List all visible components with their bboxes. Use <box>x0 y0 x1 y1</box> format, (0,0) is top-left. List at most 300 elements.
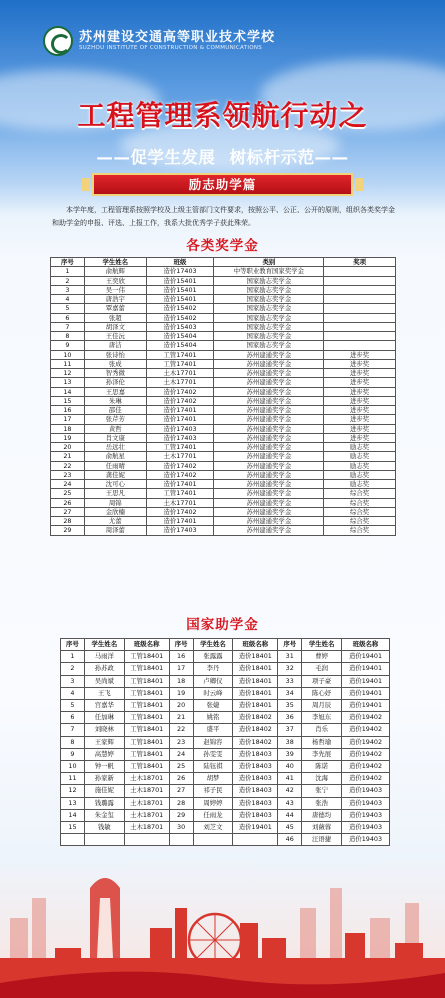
table-cell: 3 <box>61 675 85 687</box>
table-cell: 8 <box>51 332 85 341</box>
subtitle-left: ——促学生发展 <box>96 148 216 167</box>
table-cell: 造价18402 <box>233 724 278 736</box>
table-cell: 45 <box>278 822 302 834</box>
table-cell: 造价15402 <box>146 304 214 313</box>
table-cell: 王思凡 <box>84 489 146 498</box>
table-cell: 33 <box>278 675 302 687</box>
table-row <box>51 406 396 415</box>
table-cell: 曹婷 <box>302 651 342 663</box>
table-cell: 32 <box>278 663 302 675</box>
table-cell: 周泽蕾 <box>84 526 146 535</box>
table-row <box>51 359 396 368</box>
column-header: 学生姓名 <box>302 639 342 651</box>
table-cell: 王飞 <box>84 687 124 699</box>
table-cell: 土木17701 <box>146 369 214 378</box>
school-emblem-icon <box>43 26 73 56</box>
table-cell: 胡梦 <box>193 773 233 785</box>
table-cell: 国家励志奖学金 <box>214 276 324 285</box>
table-cell: 进步奖 <box>324 433 396 442</box>
table-cell <box>324 341 396 350</box>
table-row <box>51 322 396 331</box>
table-row <box>51 369 396 378</box>
table-cell: 孙泽伦 <box>84 378 146 387</box>
table-row <box>51 433 396 442</box>
table-cell: 22 <box>51 461 85 470</box>
table-cell: 苏州建通奖学金 <box>214 489 324 498</box>
table-cell: 造价17401 <box>146 480 214 489</box>
table-cell: 刘晓林 <box>84 724 124 736</box>
table-cell: 造价17401 <box>146 415 214 424</box>
page-subtitle <box>0 144 445 168</box>
table-cell: 孙苏政 <box>84 663 124 675</box>
subtitle-right: 树标杆示范—— <box>229 148 349 167</box>
table-row <box>61 724 390 736</box>
table-cell: 沈海 <box>302 773 342 785</box>
table-cell: 工管18401 <box>124 663 169 675</box>
table-cell: 44 <box>278 809 302 821</box>
table-cell: 孙家新 <box>84 773 124 785</box>
table-row <box>51 443 396 452</box>
table-row <box>51 498 396 507</box>
column-header: 序号 <box>51 258 85 267</box>
table-cell <box>324 304 396 313</box>
table-cell: 苏州建通奖学金 <box>214 433 324 442</box>
table-cell: 29 <box>51 526 85 535</box>
table-cell: 造价17403 <box>146 267 214 276</box>
table-cell: 造价17401 <box>146 517 214 526</box>
table-row <box>51 350 396 359</box>
table-cell: 周月辰 <box>302 700 342 712</box>
table-cell: 张浩 <box>302 797 342 809</box>
table-cell: 张芹芳 <box>84 415 146 424</box>
table-cell: 18 <box>169 675 193 687</box>
table-cell: 造价18403 <box>233 773 278 785</box>
table-cell: 4 <box>61 687 85 699</box>
table-row <box>61 797 390 809</box>
table-cell: 土木18701 <box>124 785 169 797</box>
table-cell: 盛平 <box>193 724 233 736</box>
table-cell: 励志奖 <box>324 461 396 470</box>
table-cell: 唐德均 <box>302 809 342 821</box>
table-cell: 工管18401 <box>124 700 169 712</box>
table-cell: 造价19401 <box>342 651 390 663</box>
table-cell: 刘芝文 <box>193 822 233 834</box>
table-cell: 苏州建通奖学金 <box>214 526 324 535</box>
table-cell: 17 <box>51 415 85 424</box>
table-cell: 覃嘉蕾 <box>84 304 146 313</box>
table-cell: 21 <box>169 712 193 724</box>
table-cell: 造价15403 <box>146 322 214 331</box>
table-cell: 姚铭 <box>193 712 233 724</box>
table-cell: 综合奖 <box>324 489 396 498</box>
table-row <box>51 452 396 461</box>
table-cell: 造价17401 <box>146 406 214 415</box>
table-cell: 苏州建通奖学金 <box>214 396 324 405</box>
table-row <box>61 834 390 846</box>
table-cell: 27 <box>169 785 193 797</box>
table-cell: 4 <box>51 295 85 304</box>
table-cell: 工管17401 <box>146 489 214 498</box>
table-cell: 工管18401 <box>124 748 169 760</box>
table-cell: 工管18401 <box>124 712 169 724</box>
table-row <box>51 313 396 322</box>
table-cell: 造价19403 <box>342 834 390 846</box>
column-header: 类别 <box>214 258 324 267</box>
table-cell: 苏州建通奖学金 <box>214 470 324 479</box>
column-header: 序号 <box>61 639 85 651</box>
table-cell: 造价15404 <box>146 341 214 350</box>
table-cell: 土木17701 <box>146 498 214 507</box>
table-cell: 造价19403 <box>342 785 390 797</box>
grant-table <box>60 638 390 846</box>
table-cell: 施佳妮 <box>84 785 124 797</box>
table-cell: 造价15401 <box>146 295 214 304</box>
table-cell: 土木18701 <box>124 797 169 809</box>
table-cell: 28 <box>51 517 85 526</box>
table-cell: 张宁 <box>302 785 342 797</box>
table-cell: 土木18701 <box>124 822 169 834</box>
table-cell: 25 <box>169 761 193 773</box>
table-cell: 5 <box>61 700 85 712</box>
table-cell: 造价19402 <box>342 712 390 724</box>
table-cell: 项子豪 <box>302 675 342 687</box>
table-cell: 胡泽文 <box>84 322 146 331</box>
table-cell: 时云峰 <box>193 687 233 699</box>
table-cell: 36 <box>278 712 302 724</box>
table-cell: 41 <box>278 773 302 785</box>
table-cell: 34 <box>278 687 302 699</box>
table-cell: 15 <box>51 396 85 405</box>
table-cell: 造价15401 <box>146 276 214 285</box>
table-cell: 进步奖 <box>324 350 396 359</box>
table-cell: 造价18401 <box>233 675 278 687</box>
table-cell: 沈可心 <box>84 480 146 489</box>
table-cell: 陈心妤 <box>302 687 342 699</box>
table-cell: 陈诺 <box>302 761 342 773</box>
table-cell: 造价18401 <box>233 687 278 699</box>
table-cell: 16 <box>51 406 85 415</box>
table-cell: 10 <box>51 350 85 359</box>
table-cell: 造价19401 <box>342 675 390 687</box>
table-cell: 37 <box>278 724 302 736</box>
table-cell: 肖乐 <box>302 724 342 736</box>
table-cell: 造价19401 <box>342 700 390 712</box>
table-cell: 13 <box>51 378 85 387</box>
table-cell: 2 <box>61 663 85 675</box>
table-row <box>51 387 396 396</box>
table-cell: 30 <box>169 822 193 834</box>
table-cell: 17 <box>169 663 193 675</box>
table-cell: 造价17402 <box>146 387 214 396</box>
table-cell: 李丹 <box>193 663 233 675</box>
table-cell: 黄哲 <box>84 424 146 433</box>
table-cell: 造价17402 <box>146 461 214 470</box>
table-cell: 智秀微 <box>84 369 146 378</box>
table-cell <box>324 285 396 294</box>
table-cell: 42 <box>278 785 302 797</box>
table-cell: 励志奖 <box>324 452 396 461</box>
table-cell: 造价19402 <box>342 724 390 736</box>
table-cell: 9 <box>61 748 85 760</box>
school-name-cn: 苏州建设交通高等职业技术学校 <box>79 30 276 45</box>
table-row <box>51 526 396 535</box>
column-header: 序号 <box>278 639 302 651</box>
table-cell: 工管18401 <box>124 724 169 736</box>
table-cell: 苏州建通奖学金 <box>214 369 324 378</box>
table-cell <box>324 295 396 304</box>
column-header: 班级名称 <box>233 639 278 651</box>
table-cell: 王思嘉 <box>84 387 146 396</box>
table-header-row <box>61 639 390 651</box>
table-cell: 祁子民 <box>193 785 233 797</box>
table-cell: 5 <box>51 304 85 313</box>
table-cell: 1 <box>51 267 85 276</box>
table-cell: 马雨洋 <box>84 651 124 663</box>
table-cell: 工管18401 <box>124 687 169 699</box>
table-cell: 土木18701 <box>124 773 169 785</box>
table-cell: 李先展 <box>302 748 342 760</box>
table-cell: 造价18403 <box>233 785 278 797</box>
column-header: 班级名称 <box>124 639 169 651</box>
table-cell: 20 <box>51 443 85 452</box>
section-banner: 励志助学篇 <box>92 173 353 196</box>
table-cell: 进步奖 <box>324 406 396 415</box>
table-cell: 造价15404 <box>146 332 214 341</box>
table-cell: 进步奖 <box>324 359 396 368</box>
table-cell: 工管18401 <box>124 651 169 663</box>
table-cell: 中等职业教育国家奖学金 <box>214 267 324 276</box>
table-cell: 造价19403 <box>342 809 390 821</box>
table-row <box>51 378 396 387</box>
table-cell: 13 <box>61 797 85 809</box>
table-cell: 19 <box>169 687 193 699</box>
table-cell: 31 <box>278 651 302 663</box>
table-row <box>61 748 390 760</box>
table-cell: 工管17401 <box>146 350 214 359</box>
table-cell <box>169 834 193 846</box>
table-row <box>51 517 396 526</box>
table-cell: 励志奖 <box>324 470 396 479</box>
table-cell: 苏州建通奖学金 <box>214 498 324 507</box>
table-cell: 7 <box>51 322 85 331</box>
table-cell: 21 <box>51 452 85 461</box>
table-cell: 11 <box>51 359 85 368</box>
grant-heading: 国家助学金 <box>186 617 259 633</box>
table-cell: 周婷婷 <box>193 797 233 809</box>
column-header: 奖项 <box>324 258 396 267</box>
table-cell: 27 <box>51 507 85 516</box>
table-cell: 邵佳 <box>84 406 146 415</box>
table-row <box>51 480 396 489</box>
table-cell: 宫嘉华 <box>84 700 124 712</box>
table-cell: 周锦 <box>84 498 146 507</box>
table-cell <box>61 834 85 846</box>
table-cell: 造价18402 <box>233 736 278 748</box>
table-cell: 苏州建通奖学金 <box>214 406 324 415</box>
table-cell: 工管17401 <box>146 359 214 368</box>
table-cell: 3 <box>51 285 85 294</box>
table-cell: 14 <box>61 809 85 821</box>
table-cell: 唐浩宇 <box>84 295 146 304</box>
scholarship-heading: 各类奖学金 <box>186 238 259 254</box>
table-cell: 王奕欣 <box>84 276 146 285</box>
table-cell: 28 <box>169 797 193 809</box>
table-cell: 工管17401 <box>146 443 214 452</box>
table-cell: 40 <box>278 761 302 773</box>
table-row <box>51 295 396 304</box>
table-cell: 苏州建通奖学金 <box>214 424 324 433</box>
table-cell: 国家励志奖学金 <box>214 304 324 313</box>
table-cell: 11 <box>61 773 85 785</box>
table-cell: 造价17403 <box>146 433 214 442</box>
table-cell: 12 <box>61 785 85 797</box>
table-row <box>61 773 390 785</box>
table-cell: 进步奖 <box>324 415 396 424</box>
table-cell: 7 <box>61 724 85 736</box>
table-cell: 吴尚斌 <box>84 675 124 687</box>
table-row <box>61 700 390 712</box>
table-cell: 王家辉 <box>84 736 124 748</box>
table-cell: 刘薇蓉 <box>302 822 342 834</box>
table-cell: 苏州建通奖学金 <box>214 461 324 470</box>
table-cell: 张超 <box>84 313 146 322</box>
table-cell: 国家励志奖学金 <box>214 322 324 331</box>
table-cell <box>124 834 169 846</box>
table-cell: 24 <box>169 748 193 760</box>
table-row <box>61 712 390 724</box>
table-cell: 22 <box>169 724 193 736</box>
table-cell: 16 <box>169 651 193 663</box>
table-row <box>51 461 396 470</box>
table-cell: 励志奖 <box>324 443 396 452</box>
table-cell: 造价18403 <box>233 809 278 821</box>
table-cell: 造价17402 <box>146 470 214 479</box>
table-cell: 造价17402 <box>146 507 214 516</box>
table-cell <box>324 313 396 322</box>
table-cell: 26 <box>51 498 85 507</box>
column-header: 班级 <box>146 258 214 267</box>
table-cell: 苏州建通奖学金 <box>214 387 324 396</box>
table-cell: 任雨晴 <box>84 461 146 470</box>
table-cell: 造价18401 <box>233 663 278 675</box>
table-cell: 工管18401 <box>124 736 169 748</box>
table-cell: 造价19402 <box>342 761 390 773</box>
table-cell: 造价19401 <box>342 663 390 675</box>
table-cell: 造价18401 <box>233 651 278 663</box>
table-cell: 钟一帆 <box>84 761 124 773</box>
table-cell: 23 <box>51 470 85 479</box>
table-cell: 18 <box>51 424 85 433</box>
table-cell: 工管18401 <box>124 675 169 687</box>
table-cell: 38 <box>278 736 302 748</box>
table-row <box>51 424 396 433</box>
table-row <box>51 267 396 276</box>
table-row <box>51 470 396 479</box>
table-cell: 任加琳 <box>84 712 124 724</box>
table-cell: 6 <box>51 313 85 322</box>
table-cell: 励志奖 <box>324 480 396 489</box>
table-cell: 俞航辉 <box>84 267 146 276</box>
table-cell: 岳远壮 <box>84 443 146 452</box>
table-cell: 24 <box>51 480 85 489</box>
table-cell: 综合奖 <box>324 507 396 516</box>
table-cell: 造价18402 <box>233 712 278 724</box>
table-cell: 25 <box>51 489 85 498</box>
table-cell: 造价17403 <box>146 526 214 535</box>
column-header: 学生姓名 <box>84 258 146 267</box>
table-row <box>51 332 396 341</box>
table-cell <box>193 834 233 846</box>
table-cell: 造价19401 <box>233 822 278 834</box>
table-cell: 苏州建通奖学金 <box>214 359 324 368</box>
table-cell: 39 <box>278 748 302 760</box>
school-name-en: SUZHOU INSTITUTE OF CONSTRUCTION & COMMUNICATIONS <box>79 45 263 51</box>
table-row <box>51 276 396 285</box>
table-cell: 造价19403 <box>342 797 390 809</box>
table-cell: 汪语捷 <box>302 834 342 846</box>
table-cell: 苏州建通奖学金 <box>214 507 324 516</box>
table-cell: 朱琳 <box>84 396 146 405</box>
table-cell <box>84 834 124 846</box>
table-cell <box>324 322 396 331</box>
table-cell: 唐洁 <box>84 341 146 350</box>
table-cell: 钱璐露 <box>84 797 124 809</box>
school-logo <box>43 26 403 62</box>
table-cell: 李旭东 <box>302 712 342 724</box>
table-cell: 苏州建通奖学金 <box>214 443 324 452</box>
table-row <box>51 304 396 313</box>
table-cell <box>324 267 396 276</box>
table-cell: 国家励志奖学金 <box>214 341 324 350</box>
table-cell: 46 <box>278 834 302 846</box>
table-cell: 进步奖 <box>324 378 396 387</box>
table-cell: 钱敏 <box>84 822 124 834</box>
table-cell: 8 <box>61 736 85 748</box>
table-cell: 6 <box>61 712 85 724</box>
table-cell: 孙雯雯 <box>193 748 233 760</box>
table-cell: 赵锦容 <box>193 736 233 748</box>
table-row <box>61 651 390 663</box>
table-cell: 造价19402 <box>342 773 390 785</box>
table-cell: 26 <box>169 773 193 785</box>
table-cell: 工管18401 <box>124 761 169 773</box>
table-cell: 造价19403 <box>342 822 390 834</box>
table-cell: 肖文康 <box>84 433 146 442</box>
table-row <box>61 822 390 834</box>
table-cell: 19 <box>51 433 85 442</box>
table-row <box>61 785 390 797</box>
table-cell: 任雨龙 <box>193 809 233 821</box>
table-cell: 20 <box>169 700 193 712</box>
table-cell: 进步奖 <box>324 396 396 405</box>
table-cell: 国家励志奖学金 <box>214 332 324 341</box>
table-cell: 国家励志奖学金 <box>214 295 324 304</box>
table-cell: 国家励志奖学金 <box>214 313 324 322</box>
table-row <box>61 663 390 675</box>
table-cell <box>233 834 278 846</box>
intro-paragraph: 本学年度，工程管理系按照学校及上级主管部门文件要求，按照公平、公正、公开的原则，组织各类奖学金和助学金的申报、评选、上报工作，我系大批优秀学子获此殊荣。 <box>52 206 395 227</box>
table-cell: 龚佳妮 <box>84 470 146 479</box>
table-cell: 9 <box>51 341 85 350</box>
table-row <box>61 687 390 699</box>
table-cell: 土木17701 <box>146 378 214 387</box>
table-cell: 综合奖 <box>324 517 396 526</box>
table-cell: 造价19401 <box>342 687 390 699</box>
table-cell: 吴一伟 <box>84 285 146 294</box>
table-cell: 43 <box>278 797 302 809</box>
table-cell: 综合奖 <box>324 526 396 535</box>
table-cell: 俞航星 <box>84 452 146 461</box>
